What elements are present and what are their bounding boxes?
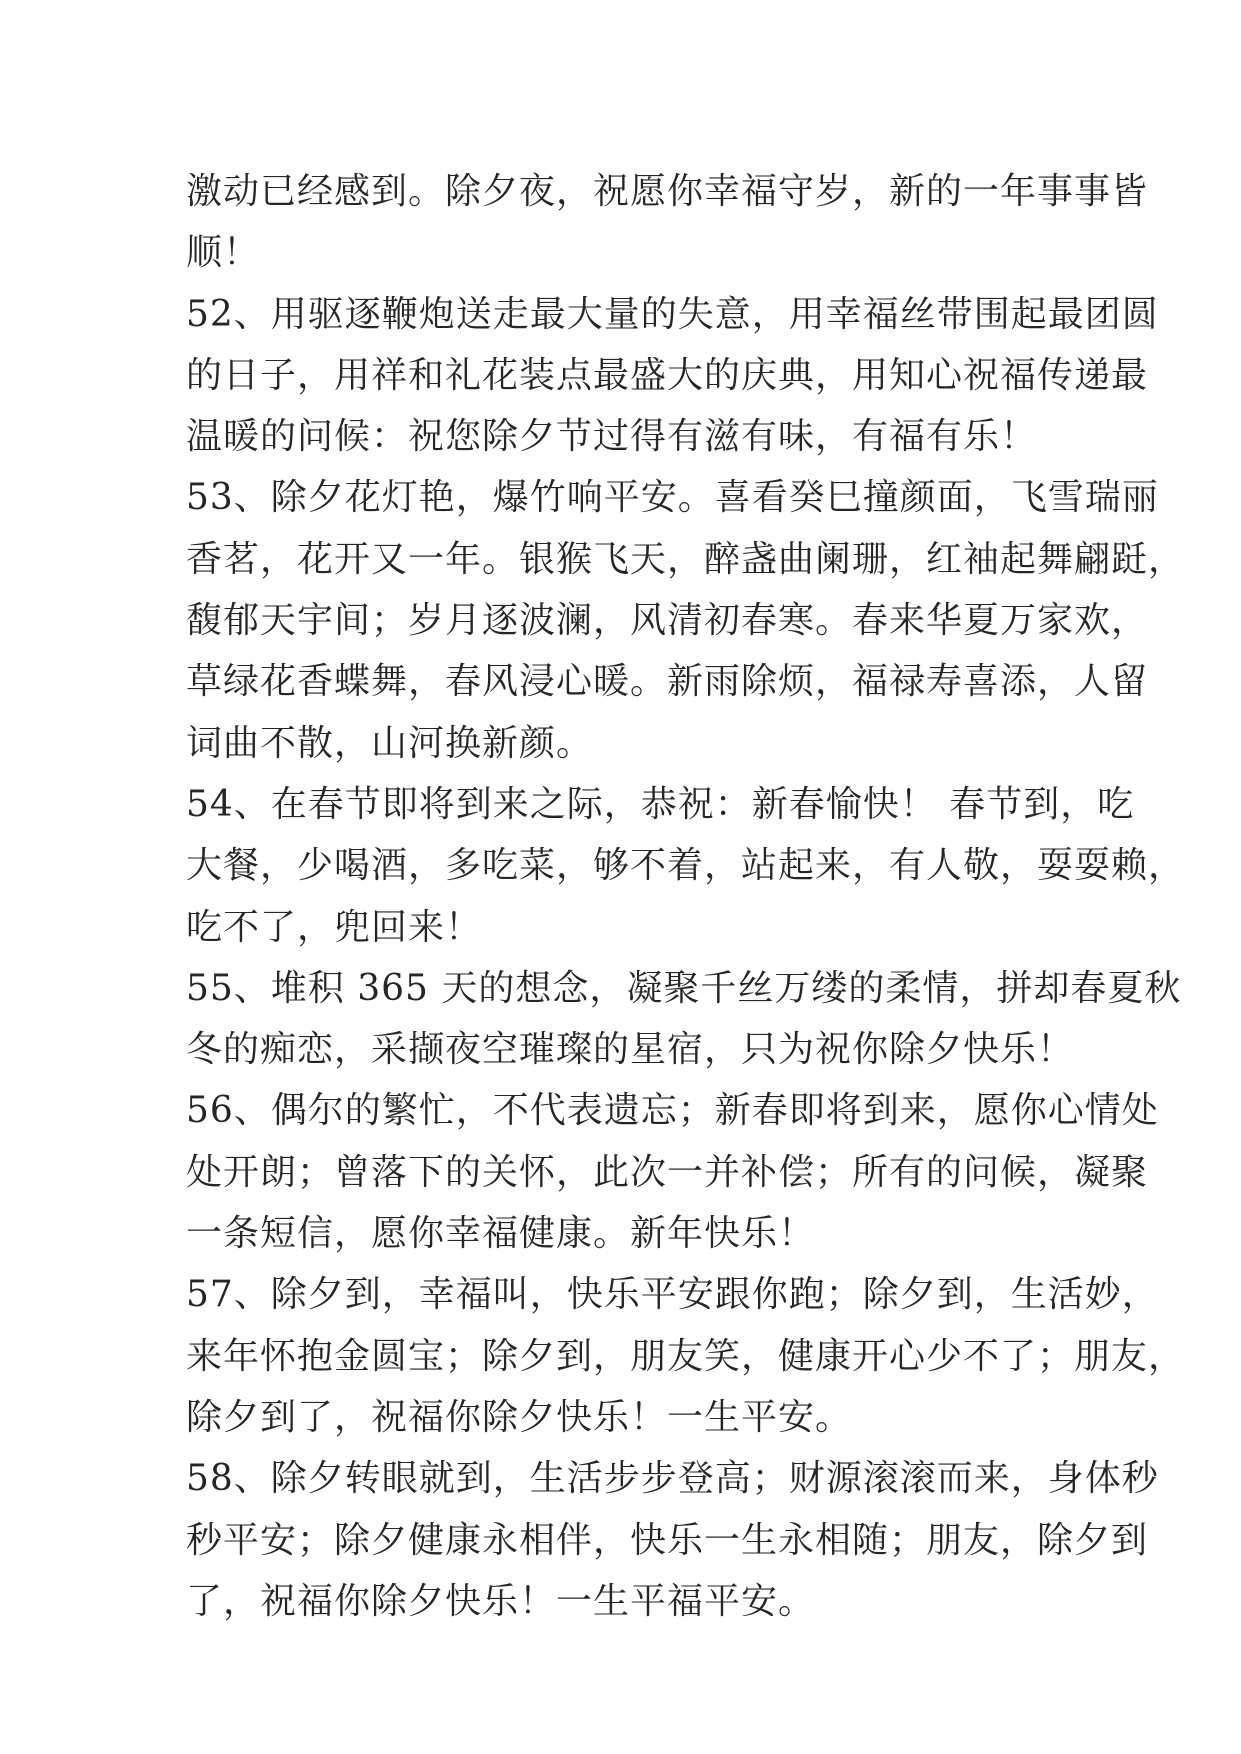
text-line: 激动已经感到。除夕夜，祝愿你幸福守岁，新的一年事事皆 — [186, 171, 1149, 212]
text-line: 55、堆积 365 天的想念，凝聚千丝万缕的柔情，拼却春夏秋 — [186, 967, 1182, 1009]
text-line: 53、除夕花灯艳，爆竹响平安。喜看癸巳撞颜面，飞雪瑞丽 — [186, 477, 1159, 519]
text-line: 的日子，用祥和礼花装点最盛大的庆典，用知心祝福传递最 — [186, 354, 1149, 396]
document-body — [186, 161, 1186, 1632]
text-line: 58、除夕转眼就到，生活步步登高；财源滚滚而来，身体秒 — [186, 1458, 1159, 1500]
text-line: 秒平安；除夕健康永相伴，快乐一生永相随；朋友，除夕到 — [186, 1519, 1149, 1561]
text-line: 草绿花香蝶舞，春风浸心暖。新雨除烦，福禄寿喜添，人留 — [186, 661, 1149, 703]
text-line: 54、在春节即将到来之际，恭祝：新春愉快！ 春节到，吃 — [186, 783, 1135, 825]
text-line: 馥郁天宇间；岁月逐波澜，风清初春寒。春来华夏万家欢， — [186, 600, 1149, 642]
text-line: 除夕到了，祝福你除夕快乐！一生平安。 — [186, 1396, 853, 1438]
text-line: 处开朗；曾落下的关怀，此次一并补偿；所有的问候，凝聚 — [186, 1151, 1149, 1193]
text-line: 香茗，花开又一年。银猴飞天，醉盏曲阑珊，红袖起舞翩跹， — [186, 538, 1186, 580]
text-line: 顺！ — [186, 232, 261, 274]
text-line: 一条短信，愿你幸福健康。新年快乐！ — [186, 1213, 816, 1255]
text-line: 57、除夕到，幸福叫，快乐平安跟你跑；除夕到，生活妙， — [186, 1274, 1159, 1316]
text-line: 温暖的问候：祝您除夕节过得有滋有味，有福有乐！ — [186, 416, 1038, 458]
text-line: 大餐，少喝酒，多吃菜，够不着，站起来，有人敬，耍耍赖， — [186, 845, 1186, 887]
text-line: 56、偶尔的繁忙，不代表遗忘；新春即将到来，愿你心情处 — [186, 1090, 1159, 1132]
text-line: 52、用驱逐鞭炮送走最大量的失意，用幸福丝带围起最团圆 — [186, 293, 1159, 335]
text-line: 冬的痴恋，采撷夜空璀璨的星宿，只为祝你除夕快乐！ — [186, 1029, 1075, 1071]
text-line: 来年怀抱金圆宝；除夕到，朋友笑，健康开心少不了；朋友， — [186, 1335, 1186, 1377]
text-line: 吃不了，兜回来！ — [186, 906, 483, 948]
text-line: 词曲不散，山河换新颜。 — [186, 722, 594, 764]
text-line: 了，祝福你除夕快乐！一生平福平安。 — [186, 1580, 816, 1622]
